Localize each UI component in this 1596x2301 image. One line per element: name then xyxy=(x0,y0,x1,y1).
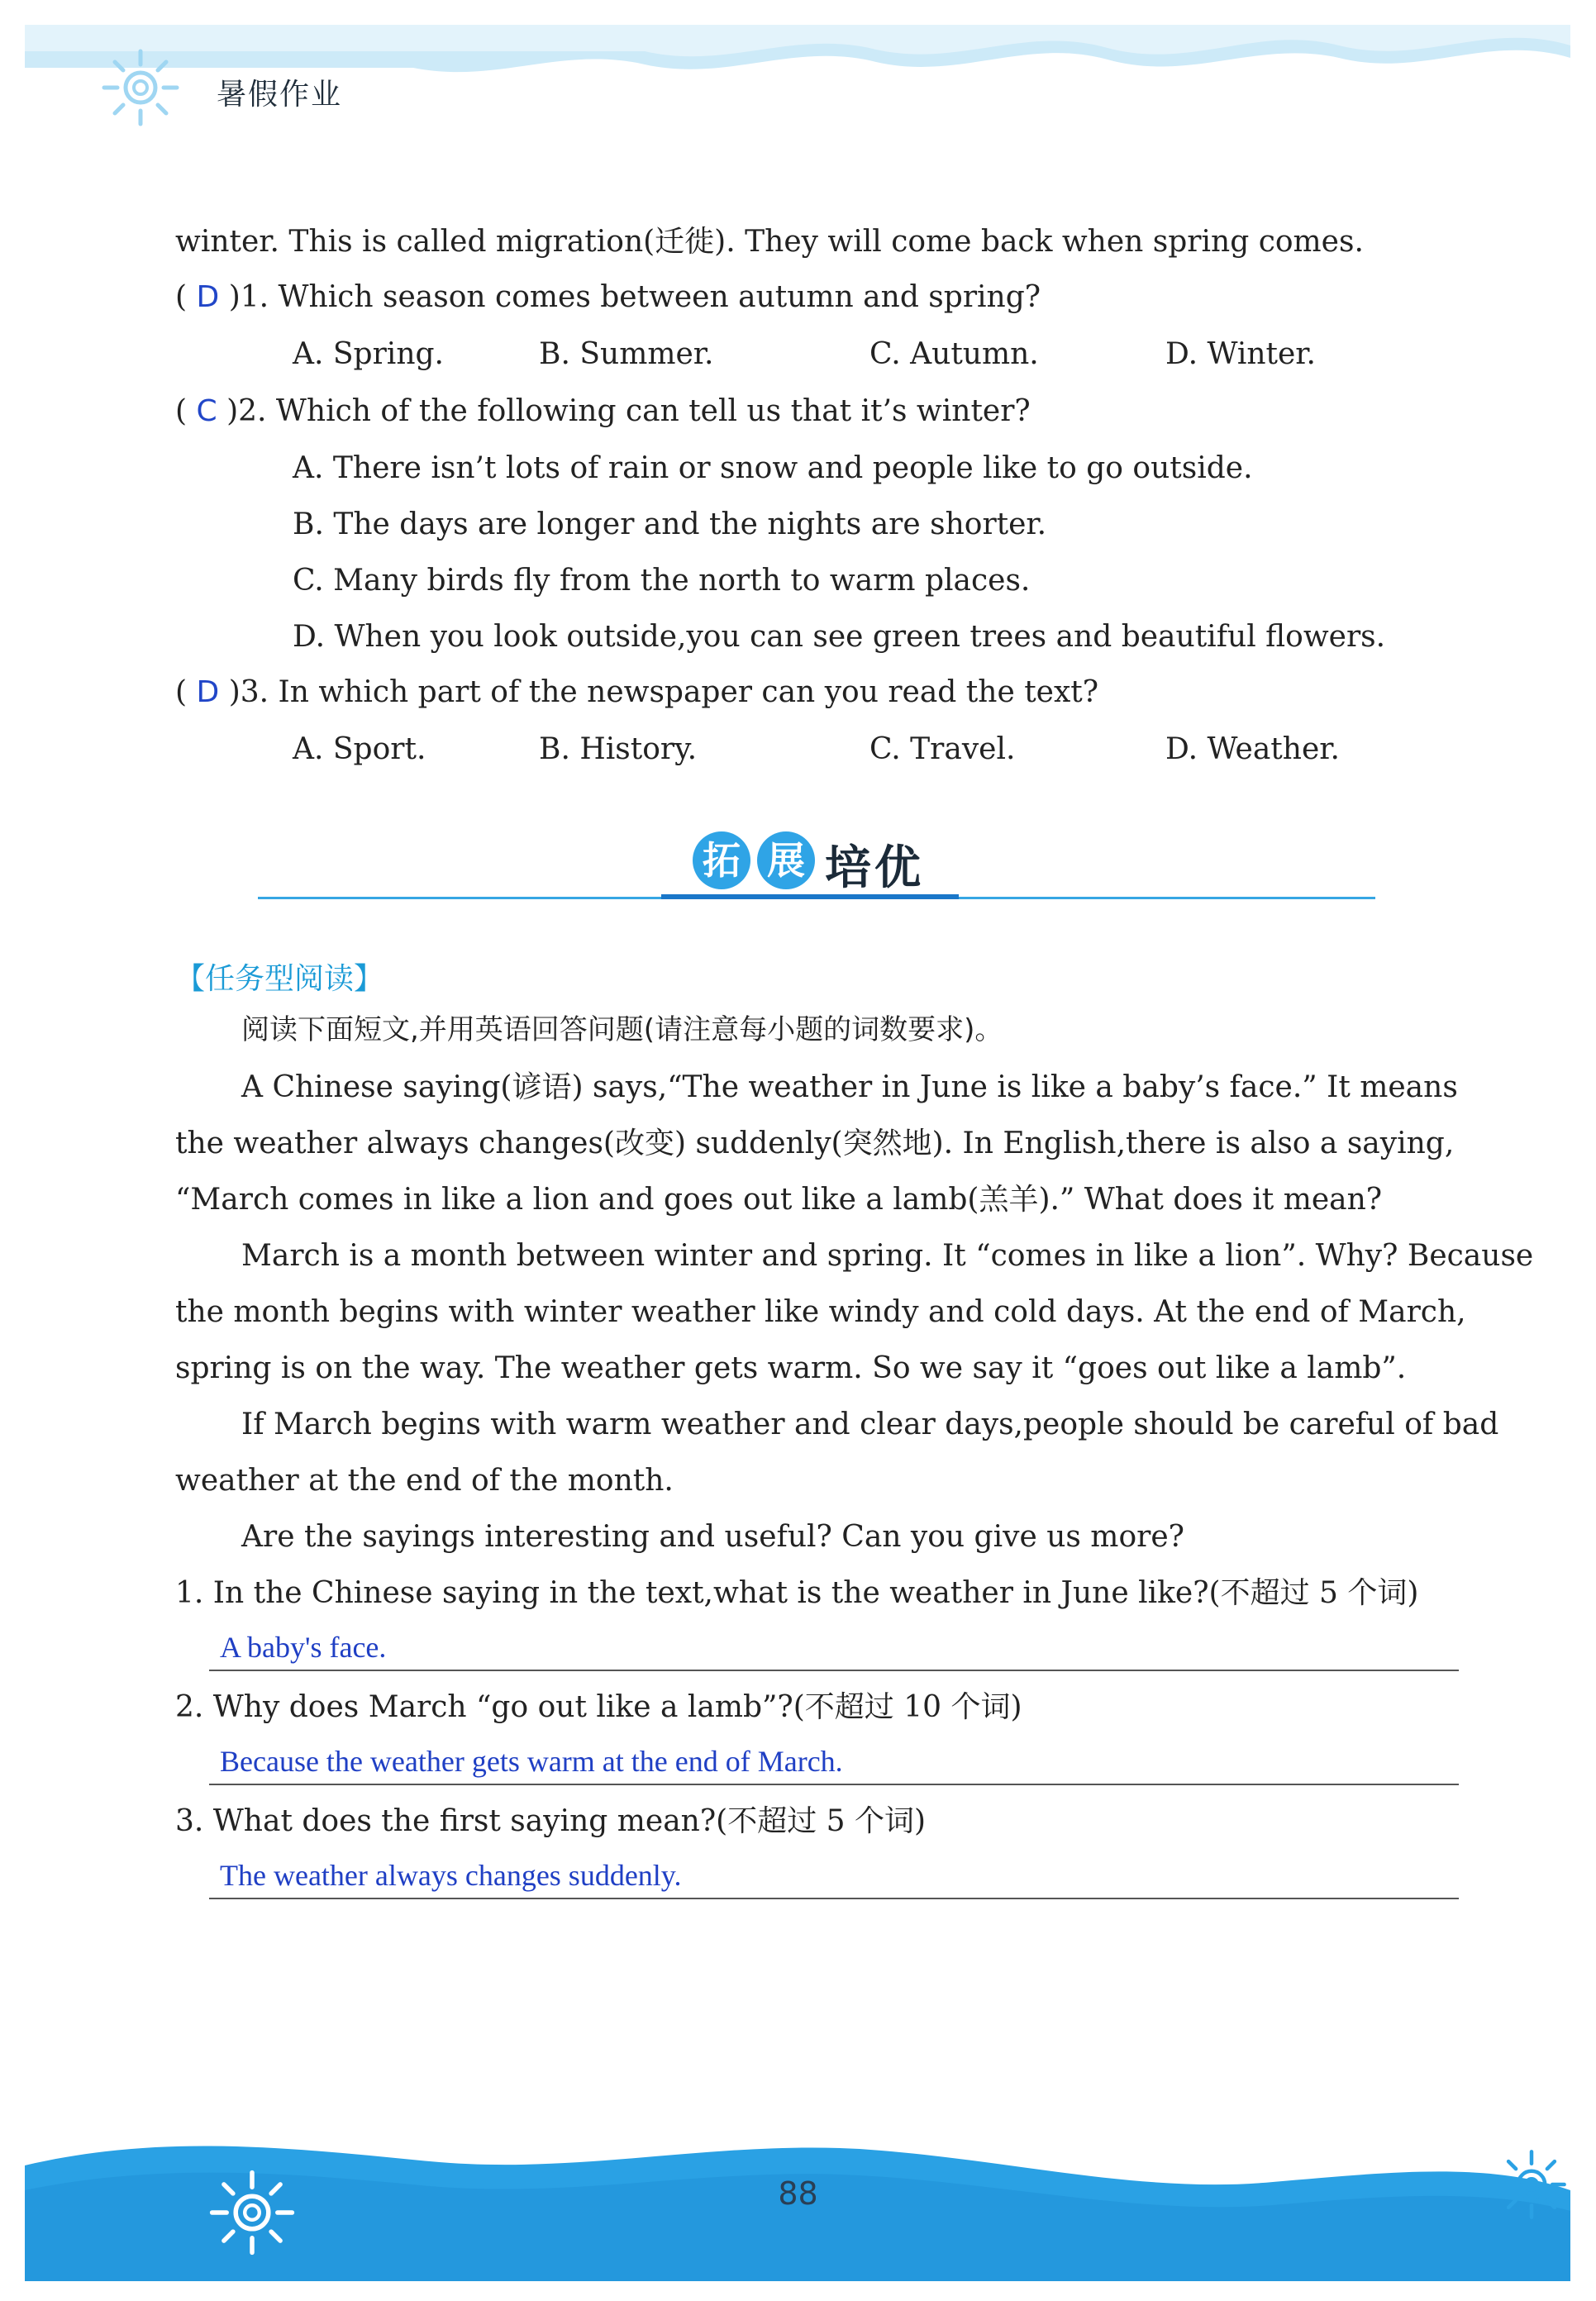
paragraph-line: the weather always changes(改变) suddenly(突然地). In English,there is also a saying, xyxy=(175,1127,1455,1160)
paragraph-line: March is a month between winter and spring. It “comes in like a lion”. Why? Because xyxy=(241,1239,1534,1273)
paragraph-line: “March comes in like a lion and goes out like a lamb(羔羊).” What does it mean? xyxy=(175,1183,1383,1217)
page-number: 88 xyxy=(778,2175,818,2212)
option-a: A. Sport. xyxy=(293,732,426,766)
question-text: )2. Which of the following can tell us that it’s winter? xyxy=(226,394,1031,428)
answer-line xyxy=(209,1670,1459,1671)
option-b: B. The days are longer and the nights are shorter. xyxy=(293,507,1047,541)
option-a: A. Spring. xyxy=(293,337,444,371)
question-2: ( C )2. Which of the following can tell us that it’s winter? xyxy=(175,394,1031,428)
question-1: ( D )1. Which season comes between autumn and spring? xyxy=(175,280,1041,314)
paragraph-line: If March begins with warm weather and clear days,people should be careful of bad xyxy=(241,1408,1499,1441)
option-a: A. There isn’t lots of rain or snow and people like to go outside. xyxy=(293,451,1253,485)
banner-circle-2: 展 xyxy=(757,831,815,889)
question-3: ( D )3. In which part of the newspaper can you read the text? xyxy=(175,675,1099,709)
option-b: B. History. xyxy=(539,732,698,766)
instruction: 阅读下面短文,并用英语回答问题(请注意每小题的词数要求)。 xyxy=(241,1013,1003,1046)
question-text: )1. Which season comes between autumn and spring? xyxy=(228,280,1041,314)
banner-title: 培优 xyxy=(825,841,924,895)
section-label: 【任务型阅读】 xyxy=(175,962,384,996)
sun-icon xyxy=(99,46,182,129)
answer-mark: D xyxy=(196,675,220,709)
question-text: )3. In which part of the newspaper can you read the text? xyxy=(228,675,1099,709)
short-question-2: 2. Why does March “go out like a lamb”?(不超过 10 个词) xyxy=(175,1690,1022,1724)
paragraph-line: Are the sayings interesting and useful? Can you give us more? xyxy=(241,1520,1184,1554)
banner-circle-1: 拓 xyxy=(693,831,750,889)
paragraph-line: weather at the end of the month. xyxy=(175,1464,674,1498)
passage-continuation: winter. This is called migration(迁徙). They will come back when spring comes. xyxy=(175,225,1364,259)
short-question-1: 1. In the Chinese saying in the text,what is the weather in June like?(不超过 5 个词) xyxy=(175,1576,1419,1610)
header-title: 暑假作业 xyxy=(217,78,343,112)
option-d: D. Weather. xyxy=(1165,732,1340,766)
option-d: D. When you look outside,you can see green trees and beautiful flowers. xyxy=(293,620,1386,654)
answer-mark: C xyxy=(196,394,217,428)
short-question-3: 3. What does the first saying mean?(不超过 5 个词) xyxy=(175,1804,927,1838)
paragraph-line: the month begins with winter weather like windy and cold days. At the end of March, xyxy=(175,1295,1466,1329)
option-c: C. Autumn. xyxy=(869,337,1039,371)
short-answer-3: The weather always changes suddenly. xyxy=(220,1859,682,1892)
option-d: D. Winter. xyxy=(1165,337,1317,371)
answer-line xyxy=(209,1898,1459,1899)
option-b: B. Summer. xyxy=(539,337,714,371)
option-c: C. Many birds fly from the north to warm places. xyxy=(293,564,1031,598)
answer-mark: D xyxy=(196,280,220,314)
answer-line xyxy=(209,1784,1459,1785)
short-answer-1: A baby's face. xyxy=(220,1631,387,1664)
short-answer-2: Because the weather gets warm at the end of March. xyxy=(220,1745,843,1778)
option-c: C. Travel. xyxy=(869,732,1016,766)
paragraph-line: spring is on the way. The weather gets warm. So we say it “goes out like a lamb”. xyxy=(175,1351,1407,1385)
paragraph-line: A Chinese saying(谚语) says,“The weather in June is like a baby’s face.” It means xyxy=(241,1070,1458,1104)
